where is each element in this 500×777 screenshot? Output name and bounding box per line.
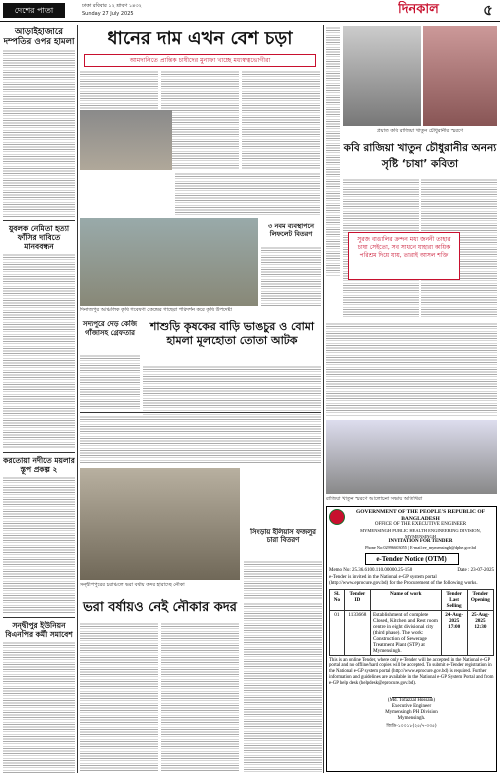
tender-header	[329, 509, 494, 551]
lead-headline: ধানের দাম এখন বেশ চড়া	[107, 28, 293, 49]
newspaper-name: দিনকাল	[398, 2, 439, 17]
page-number: ৫	[483, 1, 493, 19]
signer-place: Mymensingh.	[397, 716, 426, 722]
bangla-date: ঢাকা রবিবার ১২ শ্রাবণ ১৪৩২	[82, 3, 142, 9]
main-story-headline: শাশুড়ি কৃষকের বাড়ি ভাঙচুর ও বোমা হামলা মূলহোতা তোতা আটক	[149, 320, 315, 347]
lead-body-col2	[161, 70, 239, 170]
quote-text: সুরজ বাঙালির ক্রন্দন মধ্য জননী তাহার চাষা সেইতো, সব সাধনে যাহারা কায়িক পরিশ্রম দিয়ে যায়, তারাই আসল শক্তি	[357, 236, 451, 259]
main-story-body	[143, 365, 321, 415]
leaflet-body	[261, 246, 321, 306]
divider	[3, 617, 75, 618]
section-label: দেশের পাতা	[14, 6, 54, 15]
story1-title: আড়াইহাজারে দম্পতির ওপর হামলা	[3, 27, 75, 47]
story3-title: করতোয়া নদীতে ময়লার স্তূপ প্রকল্প ২	[3, 456, 75, 474]
story2-title: যুবলক নেমি‌তা হত্যা ফাঁসির দাবিতে মানববন্ধন	[8, 224, 70, 251]
boat-photo-caption: সন্দ্বীপপুরের চরাঞ্চলে ভরা বর্ষায় কদর হারাচ্ছে নৌকা	[80, 582, 185, 588]
leaflet-headline: ৩ নবম ব্যবস্থাপনে লিফলেট বিতরণ	[267, 222, 315, 238]
tender-title: e-Tender Notice (OTM)	[365, 553, 459, 565]
story3-body	[3, 476, 75, 614]
portrait-photo-1	[343, 26, 421, 126]
column-rule	[323, 25, 324, 773]
table-header-row	[330, 589, 494, 610]
divider	[80, 412, 321, 413]
story2-body	[3, 253, 75, 449]
tender-table	[329, 589, 494, 656]
table-row	[330, 610, 494, 655]
story1-body	[3, 49, 75, 217]
arrest-body	[80, 354, 140, 410]
portrait-photo-2	[423, 26, 497, 126]
group-photo	[326, 420, 497, 494]
tender-invitation: INVITATION FOR TENDER	[388, 539, 453, 544]
col-tender-id: Tender ID	[344, 589, 370, 610]
row-selling: 24-Aug-2025 17:00	[441, 610, 467, 655]
portrait-caption: প্রয়াত কবি রাজিয়া খাতুন চৌধুরানীর স্মরণে	[376, 128, 464, 134]
story4-body	[3, 641, 75, 774]
boat-headline: ভরা বর্ষায়ও নেই নৌকার কদর	[83, 600, 237, 615]
poem-headline: কবি রাজিয়া খাতুন চৌধুরানীর অনন্য সৃষ্টি ‘চাষা’ কবিতা	[343, 142, 497, 170]
arrest-headline: সদ্যপুরে দেড় কেজি গাঁজাসহ গ্রেফতার	[82, 320, 138, 337]
col-last-selling: Tender Last Selling	[441, 589, 467, 610]
newspaper-logo	[398, 1, 468, 19]
lead-photo	[80, 110, 172, 170]
boat-body-col2	[161, 622, 239, 772]
flood-body	[244, 560, 322, 600]
quote-box	[348, 232, 460, 280]
col-name-of-work: Name of work	[370, 589, 441, 610]
memo-number: Memo No: 25.36.6100.110.00000.25-150	[329, 567, 413, 573]
memo-date: Date : 23-07-2025	[457, 567, 494, 573]
tender-intro: e-Tender is invited in the National e-GP system portal (http://www.eprocure.gov.bd) for the Procurement of the following works.	[329, 574, 478, 586]
gd-number: জিডি-১০০১৮(২৫/৭-৩৩৫)	[386, 724, 437, 730]
group-photo-caption: রাজিয়া খাতুন স্মরণে আলোচনা সভায় অতিথিরা	[326, 496, 423, 502]
event-photo-caption: দিনাজপুর আঞ্চলিক কৃষি গবেষণা কেন্দ্রের গাছেরা পরিদর্শন করে কৃষি উপদেষ্টা	[80, 307, 233, 313]
divider	[3, 220, 75, 221]
row-sl: 01	[330, 610, 345, 655]
right-middle-body	[244, 602, 322, 772]
section-label-box	[3, 3, 65, 18]
column-rule	[77, 25, 78, 773]
boat-body-col1	[80, 622, 158, 772]
tender-division: MYMENSINGH PUBLIC HEALTH ENGINEERING DIVISION, MYMENSINGH	[360, 528, 481, 539]
tender-office: OFFICE OF THE EXECUTIVE ENGINEER	[374, 522, 467, 527]
row-work: Establishment of complete Closed, Kitchen and Rest room centre in eight divisional city (third phase). The work: Construction of Sewerage Treatment Plant (STP) at Mymensingh.	[370, 610, 441, 655]
main-story-body-b	[80, 415, 321, 463]
col-opening: Tender Opening	[467, 589, 493, 610]
signature	[392, 690, 432, 698]
tender-notice	[326, 506, 497, 772]
left-column	[3, 25, 75, 774]
tender-contact: Phone No:02996603055 | E-mail:ee_mymensingh@dphe.gov.bd	[365, 545, 476, 550]
col-sl: Sl. No	[330, 589, 345, 610]
signature-block	[329, 690, 494, 722]
english-date: Sunday 27 July 2025	[82, 11, 134, 17]
lead-body-lower	[175, 172, 320, 217]
right-top-body	[326, 26, 340, 276]
boat-photo	[80, 468, 240, 580]
tender-gov: GOVERNMENT OF THE PEOPLE'S REPUBLIC OF BANGLADESH	[355, 509, 485, 522]
date-block	[82, 2, 202, 20]
masthead	[0, 0, 500, 22]
event-photo	[80, 218, 258, 306]
row-tender-id: 1133668	[344, 610, 370, 655]
tender-footer: This is an online Tender, where only e-Tender will be accepted in the National e-GP portal and no offline/hard copies will be accepted. To submit e-Tender registration in the National e-GP system portal (http://www.eprocure.gov.bd) is required. Further information and guidelines are available in the National e-GP System Portal and from e-GP help desk (helpdesk@eprocure.gov.bd).	[329, 657, 494, 686]
gov-emblem-icon	[329, 509, 345, 525]
lead-kicker: আমদানিতে প্রান্তিক চাষীদের মুনাফা খাচ্ছে মধ্যস্বত্বভোগীরা	[129, 57, 271, 64]
lead-body-col3	[242, 70, 320, 170]
story4-title: সন্দ্বীপুর ইউনিয়ন বিএনপির কর্মী সমাবেশ	[5, 621, 73, 639]
memo-line	[329, 567, 494, 574]
lead-kicker-box	[84, 54, 316, 67]
flood-headline: সিংড়ায় ইলিয়াস ফজলুর চারা বিতরণ	[250, 528, 316, 544]
divider	[3, 452, 75, 453]
signer-office: Mymensingh PH Division	[385, 710, 438, 716]
row-opening: 25-Aug-2025 12:30	[467, 610, 493, 655]
signer-name: (Md. Tofazzal Hossain)	[387, 698, 436, 704]
right-body-mid	[326, 322, 497, 417]
signer-title: Executive Engineer	[391, 704, 432, 710]
